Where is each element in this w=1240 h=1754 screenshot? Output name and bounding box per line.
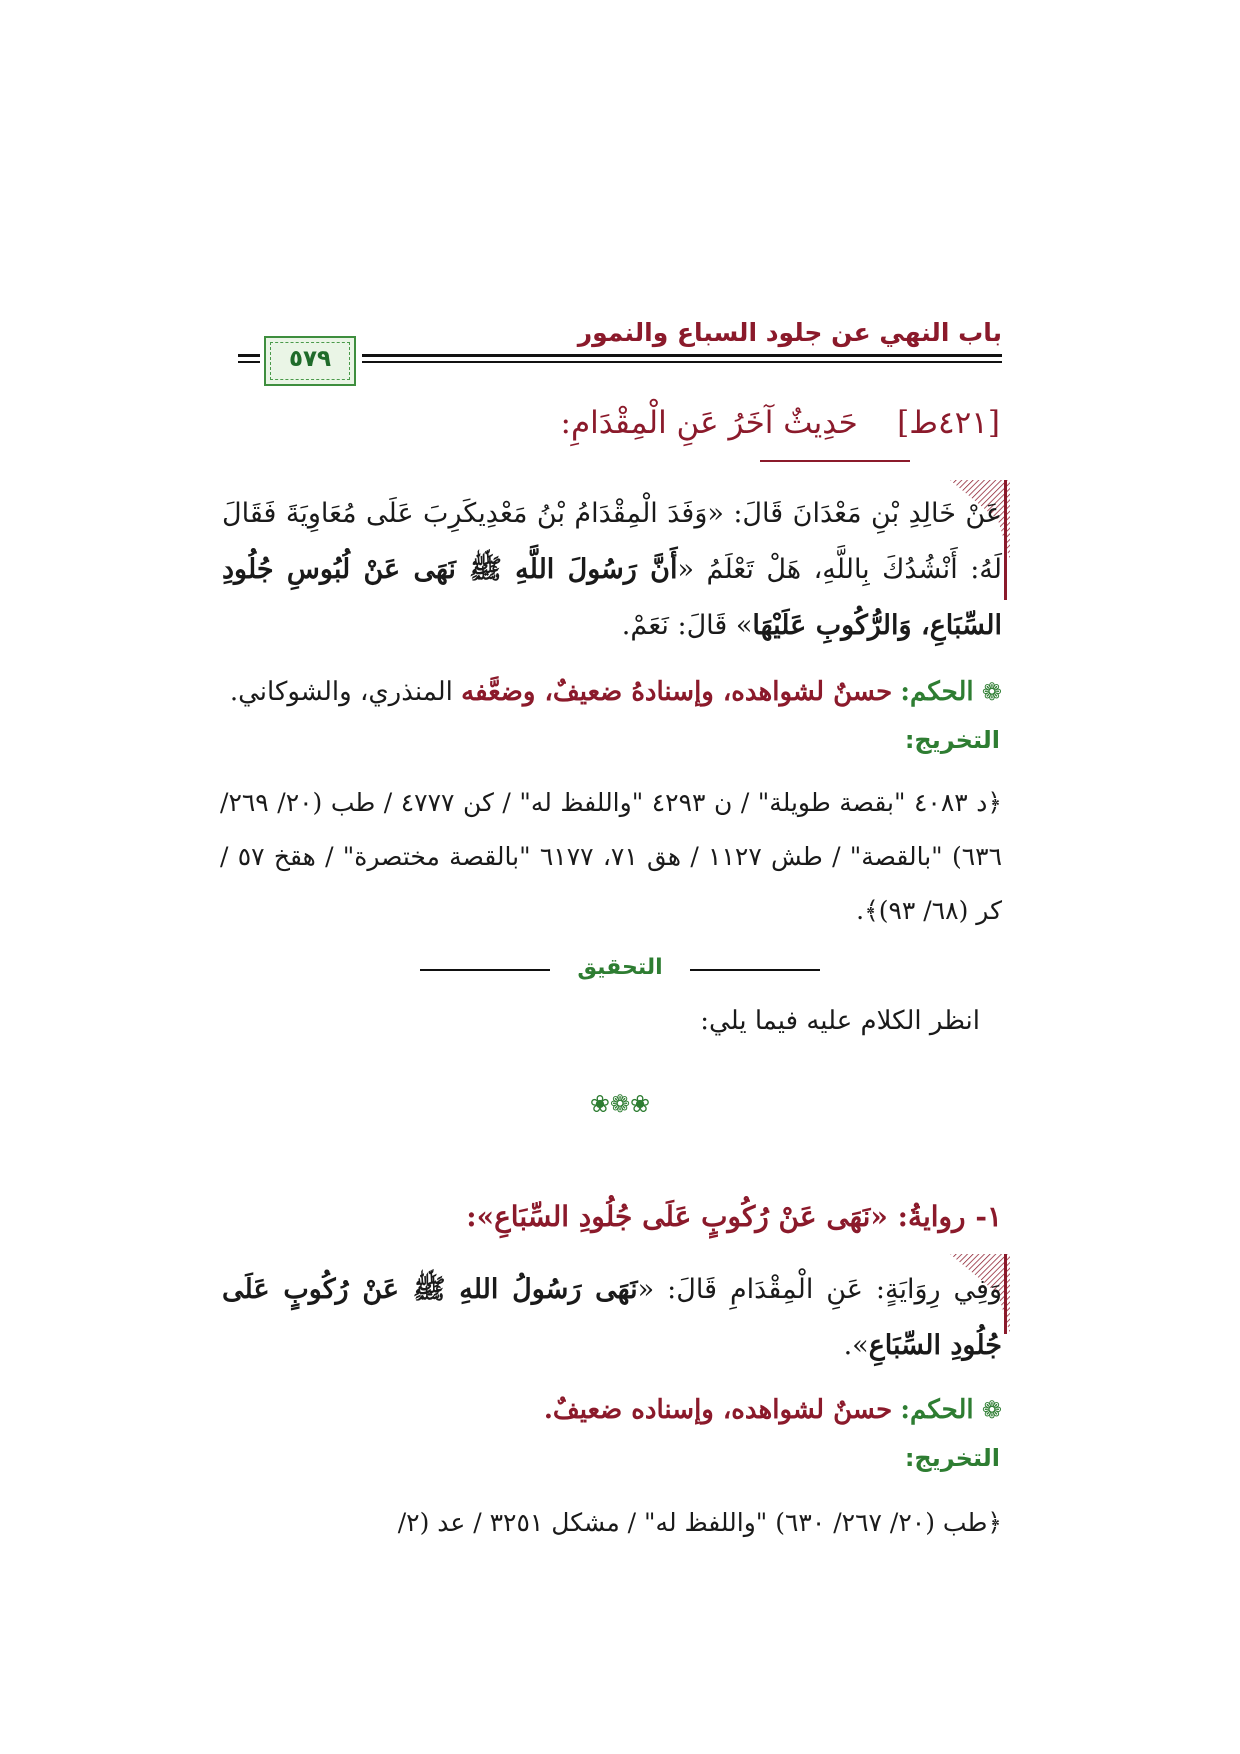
riwaya-heading: ١- روايةُ: «نَهَى عَنْ رُكُوبٍ عَلَى جُلُودِ السِّبَاعِ»: (466, 1200, 1002, 1233)
hadith-text (222, 486, 1002, 654)
section-heading: حَدِيثٌ آخَرُ عَنِ الْمِقْدَامِ: (560, 405, 858, 441)
title-underline (760, 460, 910, 462)
hukm-line (222, 1390, 1002, 1430)
ornament-divider-icon: ❀❁❀ (589, 1090, 651, 1118)
hadith-ending: » قَالَ: نَعَمْ. (621, 610, 753, 641)
block-side-bar (1004, 480, 1007, 600)
hukm-grade: حسنٌ لشواهده، وإسناده ضعيفٌ. (543, 1395, 893, 1425)
page-number-box (264, 336, 356, 386)
flower-icon: ❁ (981, 1396, 1002, 1424)
running-title: باب النهي عن جلود السباع والنمور (577, 318, 1002, 347)
section-number: [٤٢١ط] (897, 405, 1000, 441)
hukm-grade: حسنٌ لشواهده، وإسنادهُ ضعيفٌ، وضعَّفه (461, 677, 893, 707)
tahqiq-rule-left (420, 969, 550, 971)
hukm-rest: المنذري، والشوكاني. (229, 677, 453, 707)
header-rule-left (238, 354, 260, 357)
header-rule-left-thin (238, 361, 260, 363)
takhrij-text: ﴿د ٤٠٨٣ "بقصة طويلة" / ن ٤٢٩٣ "واللفظ له" / كن ٤٧٧٧ / طب (٢٠/ ٢٦٩/ ٦٣٦) "بالقصة" / طش ١١٢٧ / هق ٧١، ٦١٧٧ "بالقصة مختصرة" / هقخ ٥٧ / كر (٦٨/ ٩٣)﴾. (220, 788, 1003, 925)
hadith-intro: عَنْ خَالِدِ بْنِ مَعْدَانَ قَالَ: «وَفَدَ الْمِقْدَامُ بْنُ مَعْدِيكَرِبَ عَلَى مُعَاوِيَةَ فَقَالَ لَهُ: أَنْشُدُكَ بِاللَّهِ، هَلْ تَعْلَمُ « (222, 498, 1002, 585)
block-side-bar (1004, 1254, 1007, 1334)
takhrij-text: ﴿طب (٢٠/ ٢٦٧/ ٦٣٠) "واللفظ له" / مشكل ٣٢٥١ / عد (٢/ (397, 1508, 1002, 1537)
header-rule-thin (362, 361, 1002, 363)
takhrij-label: التخريج: (904, 726, 1000, 754)
header-rule-thick (362, 354, 1002, 357)
riwaya-intro: وَفِي رِوَايَةٍ: عَنِ الْمِقْدَامِ قَالَ: « (637, 1274, 1003, 1305)
tahqiq-text: انظر الكلام عليه فيما يلي: (700, 1006, 980, 1036)
riwaya-matn: نَهَى رَسُولُ اللهِ ﷺ عَنْ رُكُوبٍ عَلَى جُلُودِ السِّبَاعِ (222, 1274, 1002, 1361)
riwaya-ending: ». (843, 1330, 869, 1361)
section-title (561, 405, 1000, 441)
hukm-line (222, 672, 1002, 712)
hukm-label: الحكم: (900, 677, 974, 707)
hukm-label: الحكم: (900, 1395, 974, 1425)
takhrij-label: التخريج: (904, 1444, 1000, 1472)
page-number: ٥٧٩ (288, 346, 332, 372)
flower-icon: ❁ (981, 678, 1002, 706)
riwaya-text (222, 1262, 1002, 1374)
hadith-matn: أَنَّ رَسُولَ اللَّهِ ﷺ نَهَى عَنْ لُبُوسِ جُلُودِ السِّبَاعِ، وَالرُّكُوبِ عَلَيْهَا (222, 554, 1002, 641)
tahqiq-rule-right (690, 969, 820, 971)
tahqiq-label: التحقيق (577, 955, 663, 980)
